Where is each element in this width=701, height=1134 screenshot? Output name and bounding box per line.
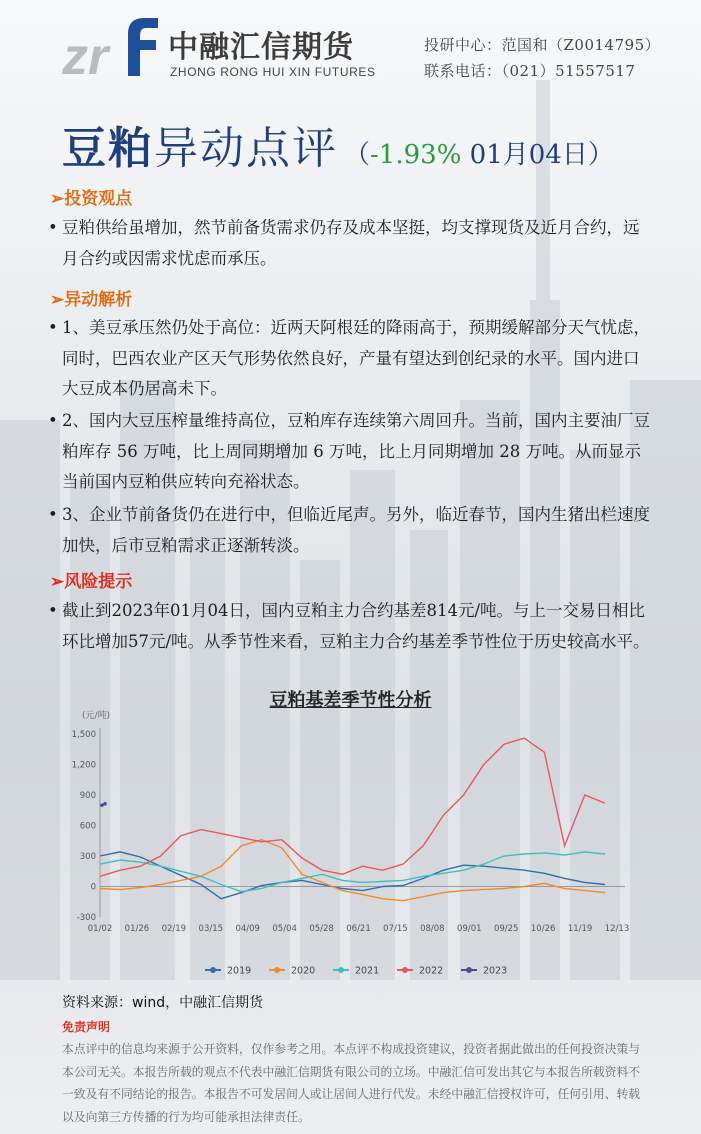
x-tick-label: 11/19 — [567, 924, 593, 934]
x-tick-label: 04/09 — [235, 924, 260, 934]
x-tick-label: 12/13 — [604, 924, 630, 934]
legend-label-2021: 2021 — [355, 965, 380, 977]
bullet-text: 豆粕供给虽增加，然节前备货需求仍存及成本坚挺，均支撑现货及近月合约，远月合约或因需求忧虑而承压。 — [62, 218, 640, 268]
y-tick-label: 0 — [90, 882, 96, 893]
list-item: • 3、企业节前备货仍在进行中，但临近尾声。另外，临近春节，国内生猪出栏速度加快，后市豆粕需求正逐渐转淡。 — [48, 500, 654, 561]
bullet-text: 截止到2023年01月04日，国内豆粕主力合约基差814元/吨。与上一交易日相比环比增加57元/吨。从季节性来看，豆粕主力合约基差季节性位于历史较高水平。 — [62, 601, 650, 651]
y-axis-label: (元/吨) — [82, 711, 111, 721]
y-tick-label: 300 — [79, 852, 96, 862]
legend-marker-2020 — [274, 967, 280, 973]
section-heading-view: ➢投资观点 — [50, 189, 133, 209]
list-item: • 豆粕供给虽增加，然节前备货需求仍存及成本坚挺，均支撑现货及近月合约，远月合约或因需求忧虑而承压。 — [48, 213, 654, 274]
contact-analyst: 投研中心：范国和（Z0014795） — [424, 36, 661, 54]
x-tick-label: 09/01 — [457, 924, 482, 934]
bullet-text: 2、国内大豆压榨量维持高位，豆粕库存连续第六周回升。当前，国内主要油厂豆粕库存 56 万吨，比上周同期增加 6 万吨，比上月同期增加 28 万吨。从而显示当前国内豆粕供应转向充裕状态。 — [62, 411, 650, 491]
company-name-en: ZHONG RONG HUI XIN FUTURES — [170, 65, 376, 79]
page-title — [62, 112, 614, 174]
x-tick-label: 07/15 — [383, 924, 408, 934]
legend-label-2022: 2022 — [419, 965, 444, 977]
title-paren-open: （ — [344, 140, 371, 170]
list-item: • 1、美豆承压然仍处于高位：近两天阿根廷的降雨高于，预期缓解部分天气忧虑，同时，巴西农业产区天气形势依然良好，产量有望达到创纪录的水平。国内进口大豆成本仍居高未下。 — [48, 313, 654, 405]
svg-text:zr: zr — [62, 28, 109, 80]
x-tick-label: 10/26 — [530, 924, 556, 934]
legend-marker-2023 — [466, 967, 472, 973]
title-change-percent: -1.93% — [370, 140, 462, 170]
bullet-text: 3、企业节前备货仍在进行中，但临近尾声。另外，临近春节，国内生猪出栏速度加快，后市豆粕需求正逐渐转淡。 — [62, 505, 650, 555]
disclaimer-text: 本点评中的信息均来源于公开资料，仅作参考之用。本点评不构成投资建议，投资者据此做出的任何投资决策与本公司无关。本报告所载的观点不代表中融汇信期货有限公司的立场。中融汇信可发出其它与本报告所载资料不一致及有不同结论的报告。本报告不可发居间人或让居间人进行代发。未经中融汇信授权许可，任何引用、转载以及向第三方传播的行为均可能承担法律责任。 — [62, 1042, 641, 1124]
title-product: 豆粕 — [62, 123, 154, 174]
legend-label-2020: 2020 — [291, 965, 316, 977]
section-heading-analysis: ➢异动解析 — [50, 290, 133, 310]
legend-label-2023: 2023 — [483, 965, 508, 977]
section-heading-risk: ➢风险提示 — [50, 572, 133, 592]
y-tick-label: -300 — [76, 913, 96, 923]
x-tick-label: 05/28 — [309, 924, 334, 934]
chart-title: 豆粕基差季节性分析 — [269, 690, 432, 711]
series-line-2022 — [100, 738, 605, 876]
y-tick-label: 1,200 — [71, 760, 96, 771]
x-tick-label: 02/19 — [161, 924, 187, 934]
series-line-2019 — [100, 852, 605, 899]
y-tick-label: 900 — [79, 791, 96, 801]
legend-label-2019: 2019 — [227, 965, 252, 977]
series-point-2023 — [103, 802, 107, 806]
y-tick-label: 600 — [79, 821, 96, 832]
x-tick-label: 06/21 — [346, 924, 371, 934]
disclaimer-heading: 免责声明 — [62, 1020, 111, 1034]
x-tick-label: 09/25 — [493, 924, 519, 934]
list-item: • 2、国内大豆压榨量维持高位，豆粕库存连续第六周回升。当前，国内主要油厂豆粕库存 56 万吨，比上周同期增加 6 万吨，比上月同期增加 28 万吨。从而显示当前国内豆粕供应转向充裕状态。 — [48, 406, 654, 498]
x-tick-label: 03/15 — [198, 924, 224, 934]
title-date: 01月04日） — [461, 140, 614, 170]
title-subject: 异动点评 — [154, 123, 338, 174]
company-logo-icon — [62, 12, 162, 80]
x-tick-label: 01/02 — [87, 924, 113, 934]
y-tick-label: 1,500 — [71, 730, 96, 740]
x-tick-label: 08/08 — [420, 924, 445, 934]
bullet-text: 1、美豆承压然仍处于高位：近两天阿根廷的降雨高于，预期缓解部分天气忧虑，同时，巴西农业产区天气形势依然良好，产量有望达到创纪录的水平。国内进口大豆成本仍居高未下。 — [62, 318, 650, 398]
legend-marker-2019 — [210, 967, 216, 973]
x-tick-label: 05/04 — [272, 924, 297, 934]
legend-marker-2021 — [338, 967, 344, 973]
data-source: 资料来源：wind，中融汇信期货 — [62, 995, 264, 1011]
x-tick-label: 01/26 — [124, 924, 150, 934]
list-item: • 截止到2023年01月04日，国内豆粕主力合约基差814元/吨。与上一交易日相比环比增加57元/吨。从季节性来看，豆粕主力合约基差季节性位于历史较高水平。 — [48, 596, 654, 657]
legend-marker-2022 — [402, 967, 408, 973]
company-name-cn: 中融汇信期货 — [168, 30, 354, 65]
basis-seasonality-chart — [70, 704, 640, 988]
contact-phone: 联系电话：（021）51557517 — [424, 62, 636, 80]
